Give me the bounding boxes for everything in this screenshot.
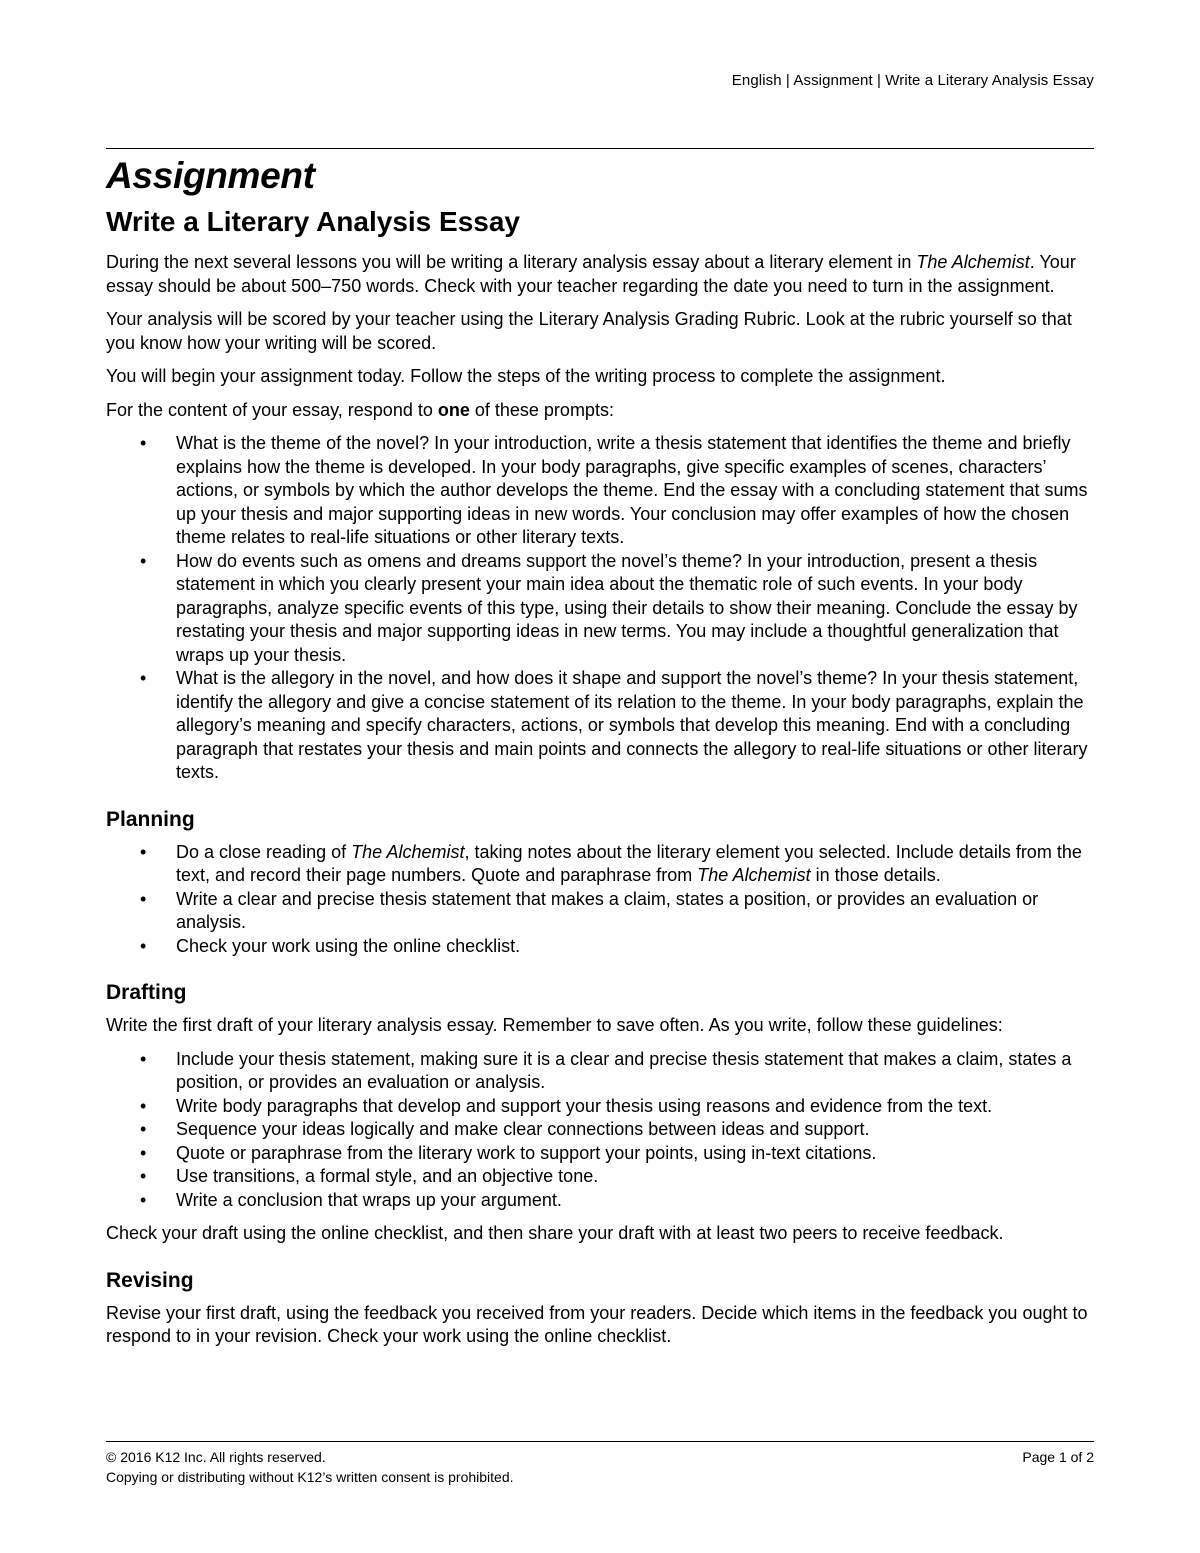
prompt-text: How do events such as omens and dreams support the novel’s theme? In your introduction, present a thesis statement in which you clearly present your main idea about the thematic role of such events. In your body paragraphs, analyze specific events of this type, using their details to show their meaning. Conclude the essay by restating your thesis and major supporting ideas in new terms. You may include a thoughtful generalization that wraps up your thesis. [176,550,1078,665]
intro-text: During the next several lessons you will be writing a literary analysis essay about a literary element in [106,252,917,272]
intro-text: For the content of your essay, respond to [106,399,438,420]
bullet-icon: • [140,1095,147,1116]
drafting-intro: Write the first draft of your literary analysis essay. Remember to save often. As you write, follow these guidelines: [106,1015,1003,1035]
planning-list [106,841,1096,959]
prompt-list [106,432,1096,785]
page-number: Page 1 of 2 [1022,1449,1094,1465]
bullet-icon: • [140,1048,147,1069]
bullet-icon: • [140,1166,147,1186]
list-item [106,432,1096,550]
running-header: English | Assignment | Write a Literary Analysis Essay [731,72,1094,89]
book-title: The Alchemist [351,841,465,862]
bullet-icon: • [140,1142,147,1163]
planning-text: Check your work using the online checklist. [176,935,521,956]
header-rule [106,148,1094,149]
bullet-icon: • [140,888,147,909]
revising-text: Revise your first draft, using the feedback you received from your readers. Decide which items in the feedback you ought to respond to in your revision. Check your work using the online checklist. [106,1302,1088,1346]
bullet-icon: • [140,550,147,571]
list-item [106,935,1096,959]
book-title: The Alchemist [916,252,1030,272]
distribution-notice: Copying or distributing without K12’s written consent is prohibited. [106,1469,514,1485]
drafting-text: Quote or paraphrase from the literary work to support your points, using in-text citations. [176,1142,877,1163]
planning-text: Write a clear and precise thesis statement that makes a claim, states a position, or provides an evaluation or analysis. [176,888,1039,932]
list-item [106,1095,1096,1119]
intro-paragraph-4 [106,399,1096,423]
intro-text: of these prompts: [469,399,614,420]
footer-rule [106,1441,1094,1442]
document-body [106,152,1096,1359]
section-heading-drafting: Drafting [106,981,187,1004]
book-title: The Alchemist [697,865,811,885]
bullet-icon: • [140,935,147,956]
planning-text: , taking notes about the literary element you selected. Include details from the text, and record their page numbers. Quote and paraphrase from [176,841,1082,885]
planning-text: in those details. [810,865,941,885]
drafting-text: Write body paragraphs that develop and support your thesis using reasons and evidence from the text. [176,1095,993,1116]
bullet-icon: • [140,433,147,453]
intro-text: . Your essay should be about 500–750 words. Check with your teacher regarding the date you need to turn in the assignment. [106,252,1076,296]
drafting-outro: Check your draft using the online checklist, and then share your draft with at least two peers to receive feedback. [106,1223,1004,1243]
list-item [106,1118,1096,1142]
list-item [106,841,1096,888]
section-heading-revising: Revising [106,1268,194,1292]
intro-paragraph-2: Your analysis will be scored by your teacher using the Literary Analysis Grading Rubric. Look at the rubric yourself so that you know how your writing will be scored. [106,309,1072,353]
copyright-text: © 2016 K12 Inc. All rights reserved. [106,1449,326,1465]
footer-left [106,1447,514,1487]
section-heading-planning: Planning [106,807,195,831]
planning-text: Do a close reading of [176,841,352,862]
list-item [106,1142,1096,1166]
list-item [106,1048,1096,1095]
document-title: Write a Literary Analysis Essay [106,206,520,237]
prompt-text: What is the allegory in the novel, and how does it shape and support the novel’s theme? In your thesis statement, identify the allegory and give a concise statement of its relation to the theme. In your body paragraphs, explain the allegory’s meaning and specify characters, actions, or symbols that develop this meaning. End with a concluding paragraph that restates your thesis and main points and connects the allegory to real-life situations or other literary texts. [176,668,1088,782]
intro-paragraph-1 [106,251,1096,298]
drafting-list [106,1048,1096,1213]
bullet-icon: • [140,1189,147,1210]
bullet-icon: • [140,841,147,862]
drafting-text: Include your thesis statement, making sure it is a clear and precise thesis statement that makes a claim, states a position, or provides an evaluation or analysis. [176,1048,1072,1092]
list-item [106,550,1096,668]
list-item [106,667,1096,785]
document-type: Assignment [106,155,315,196]
list-item [106,1165,1096,1189]
list-item [106,888,1096,935]
bullet-icon: • [140,668,147,688]
prompt-text: What is the theme of the novel? In your introduction, write a thesis statement that identifies the theme and briefly explains how the theme is developed. In your body paragraphs, give specific examples of scenes, characters’ actions, or symbols by which the author develops the theme. End the essay with a concluding statement that sums up your thesis and major supporting ideas in new words. Your conclusion may offer examples of how the chosen theme relates to real-life situations or other literary texts. [176,433,1088,547]
emphasis-one: one [437,399,470,420]
drafting-text: Write a conclusion that wraps up your argument. [176,1189,562,1210]
drafting-text: Sequence your ideas logically and make clear connections between ideas and support. [176,1119,870,1139]
bullet-icon: • [140,1119,147,1139]
list-item [106,1189,1096,1213]
drafting-text: Use transitions, a formal style, and an objective tone. [176,1166,599,1186]
intro-paragraph-3: You will begin your assignment today. Follow the steps of the writing process to complete the assignment. [106,366,946,386]
